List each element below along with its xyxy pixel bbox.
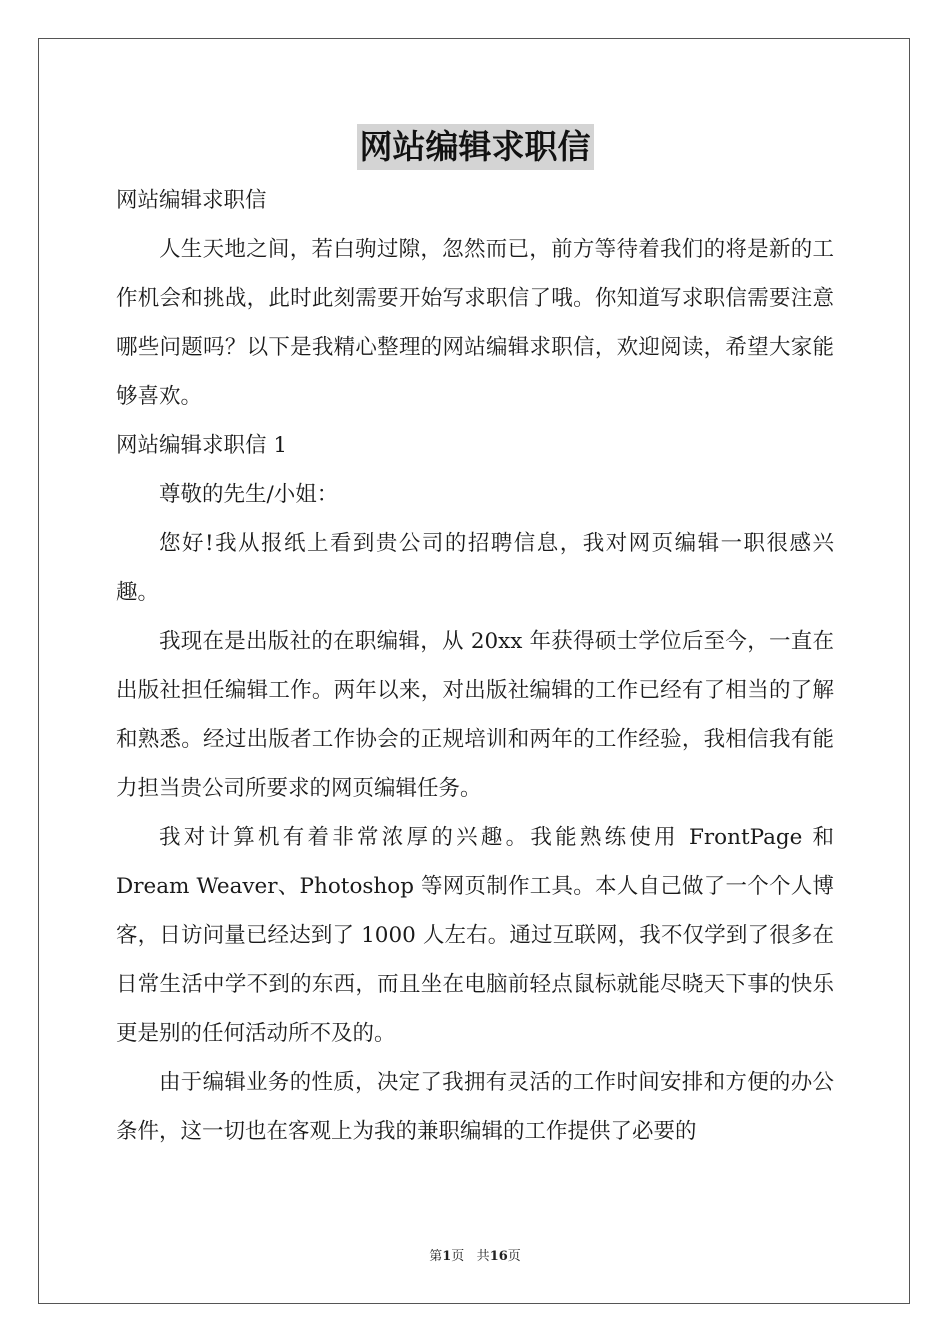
title-container (0, 124, 950, 170)
experience-paragraph: 我现在是出版社的在职编辑，从 20xx 年获得硕士学位后至今，一直在出版社担任编辑工作。两年以来，对出版社编辑的工作已经有了相当的了解和熟悉。经过出版者工作协会的正规培训和两年的工作经验，我相信我有能力担当贵公司所要求的网页编辑任务。 (116, 629, 834, 801)
total-prefix: 共 (476, 1249, 490, 1264)
conditions-paragraph: 由于编辑业务的性质，决定了我拥有灵活的工作时间安排和方便的办公条件，这一切也在客观上为我的兼职编辑的工作提供了必要的 (116, 1070, 834, 1144)
intro-paragraph: 人生天地之间，若白驹过隙，忽然而已，前方等待着我们的将是新的工作机会和挑战，此时此刻需要开始写求职信了哦。你知道写求职信需要注意哪些问题吗？以下是我精心整理的网站编辑求职信，欢迎阅读，希望大家能够喜欢。 (116, 237, 834, 409)
total-page-number: 16 (489, 1249, 508, 1264)
document-body (116, 176, 834, 1156)
subtitle-paragraph: 网站编辑求职信 (116, 188, 267, 213)
page-prefix: 第 (429, 1249, 443, 1264)
salutation-paragraph: 尊敬的先生/小姐： (159, 482, 339, 507)
page-label: 页 (451, 1249, 465, 1264)
page-footer (0, 1248, 950, 1266)
document-title: 网站编辑求职信 (357, 124, 594, 170)
current-page-number: 1 (442, 1249, 452, 1264)
skills-paragraph: 我对计算机有着非常浓厚的兴趣。我能熟练使用 FrontPage 和 Dream Weaver、Photoshop 等网页制作工具。本人自己做了一个个人博客，日访问量已经达到了 1000 人左右。通过互联网，我不仅学到了很多在日常生活中学不到的东西，而且坐在电脑前轻点鼠标就能尽晓天下事的快乐更是别的任何活动所不及的。 (116, 825, 834, 1046)
greeting-paragraph: 您好!我从报纸上看到贵公司的招聘信息，我对网页编辑一职很感兴趣。 (116, 531, 834, 605)
section-heading: 网站编辑求职信 1 (116, 433, 288, 458)
total-label: 页 (507, 1249, 521, 1264)
